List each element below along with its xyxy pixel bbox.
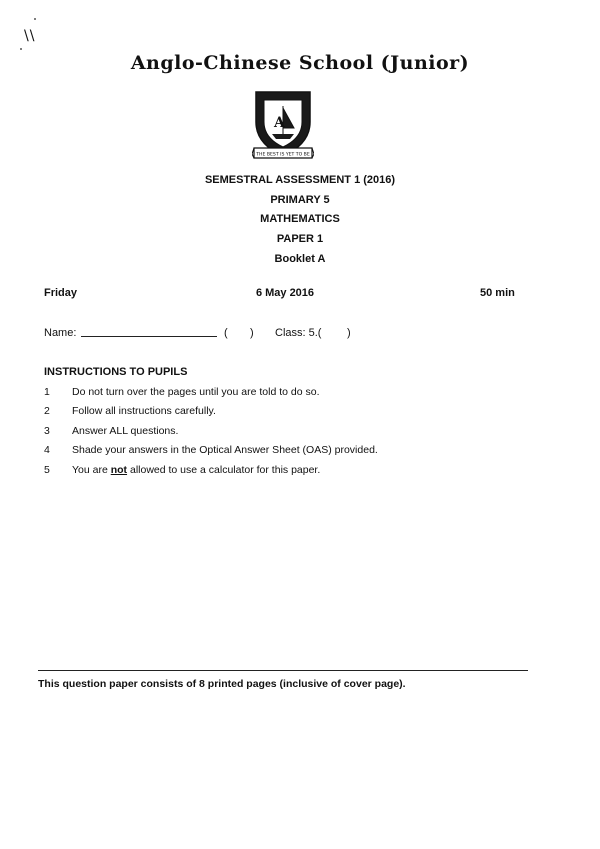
instruction-emphasis: not	[110, 464, 128, 476]
class-close-paren: )	[347, 327, 351, 339]
instruction-text-after: allowed to use a calculator for this paper.	[129, 464, 321, 476]
instruction-text	[72, 464, 320, 476]
corner-mark: \\	[24, 28, 36, 44]
crest-banner-text: THE BEST IS YET TO BE	[256, 152, 310, 158]
instruction-number: 1	[44, 386, 50, 398]
exam-duration: 50 min	[480, 287, 515, 299]
crest-letter: A	[274, 115, 285, 131]
instruction-text: Answer ALL questions.	[72, 425, 179, 437]
index-open-paren: (	[224, 327, 228, 339]
instruction-text: Shade your answers in the Optical Answer Sheet (OAS) provided.	[72, 444, 378, 456]
instruction-number: 2	[44, 405, 50, 417]
level-title: PRIMARY 5	[270, 194, 330, 206]
footer-note: This question paper consists of 8 printed pages (inclusive of cover page).	[38, 678, 406, 690]
index-close-paren: )	[250, 327, 254, 339]
instruction-text-before: You are	[72, 464, 108, 476]
assessment-title: SEMESTRAL ASSESSMENT 1 (2016)	[204, 174, 396, 186]
instruction-text: Do not turn over the pages until you are told to do so.	[72, 386, 320, 398]
instruction-number: 5	[44, 464, 50, 476]
corner-dot	[20, 48, 22, 50]
exam-day: Friday	[44, 287, 78, 299]
school-name: Anglo-Chinese School (Junior)	[130, 52, 470, 74]
instruction-number: 4	[44, 444, 50, 456]
corner-dot	[34, 18, 36, 20]
name-label: Name:	[44, 327, 77, 339]
class-label: Class: 5.(	[275, 327, 322, 339]
subject-title: MATHEMATICS	[260, 213, 340, 225]
instruction-number: 3	[44, 425, 50, 437]
booklet-title: Booklet A	[274, 253, 326, 265]
exam-date: 6 May 2016	[255, 287, 315, 299]
name-field[interactable]	[81, 336, 217, 337]
instruction-text: Follow all instructions carefully.	[72, 405, 216, 417]
footer-divider	[38, 670, 528, 671]
instructions-heading: INSTRUCTIONS TO PUPILS	[44, 366, 188, 378]
paper-title: PAPER 1	[276, 233, 324, 245]
school-crest-icon	[252, 88, 314, 164]
